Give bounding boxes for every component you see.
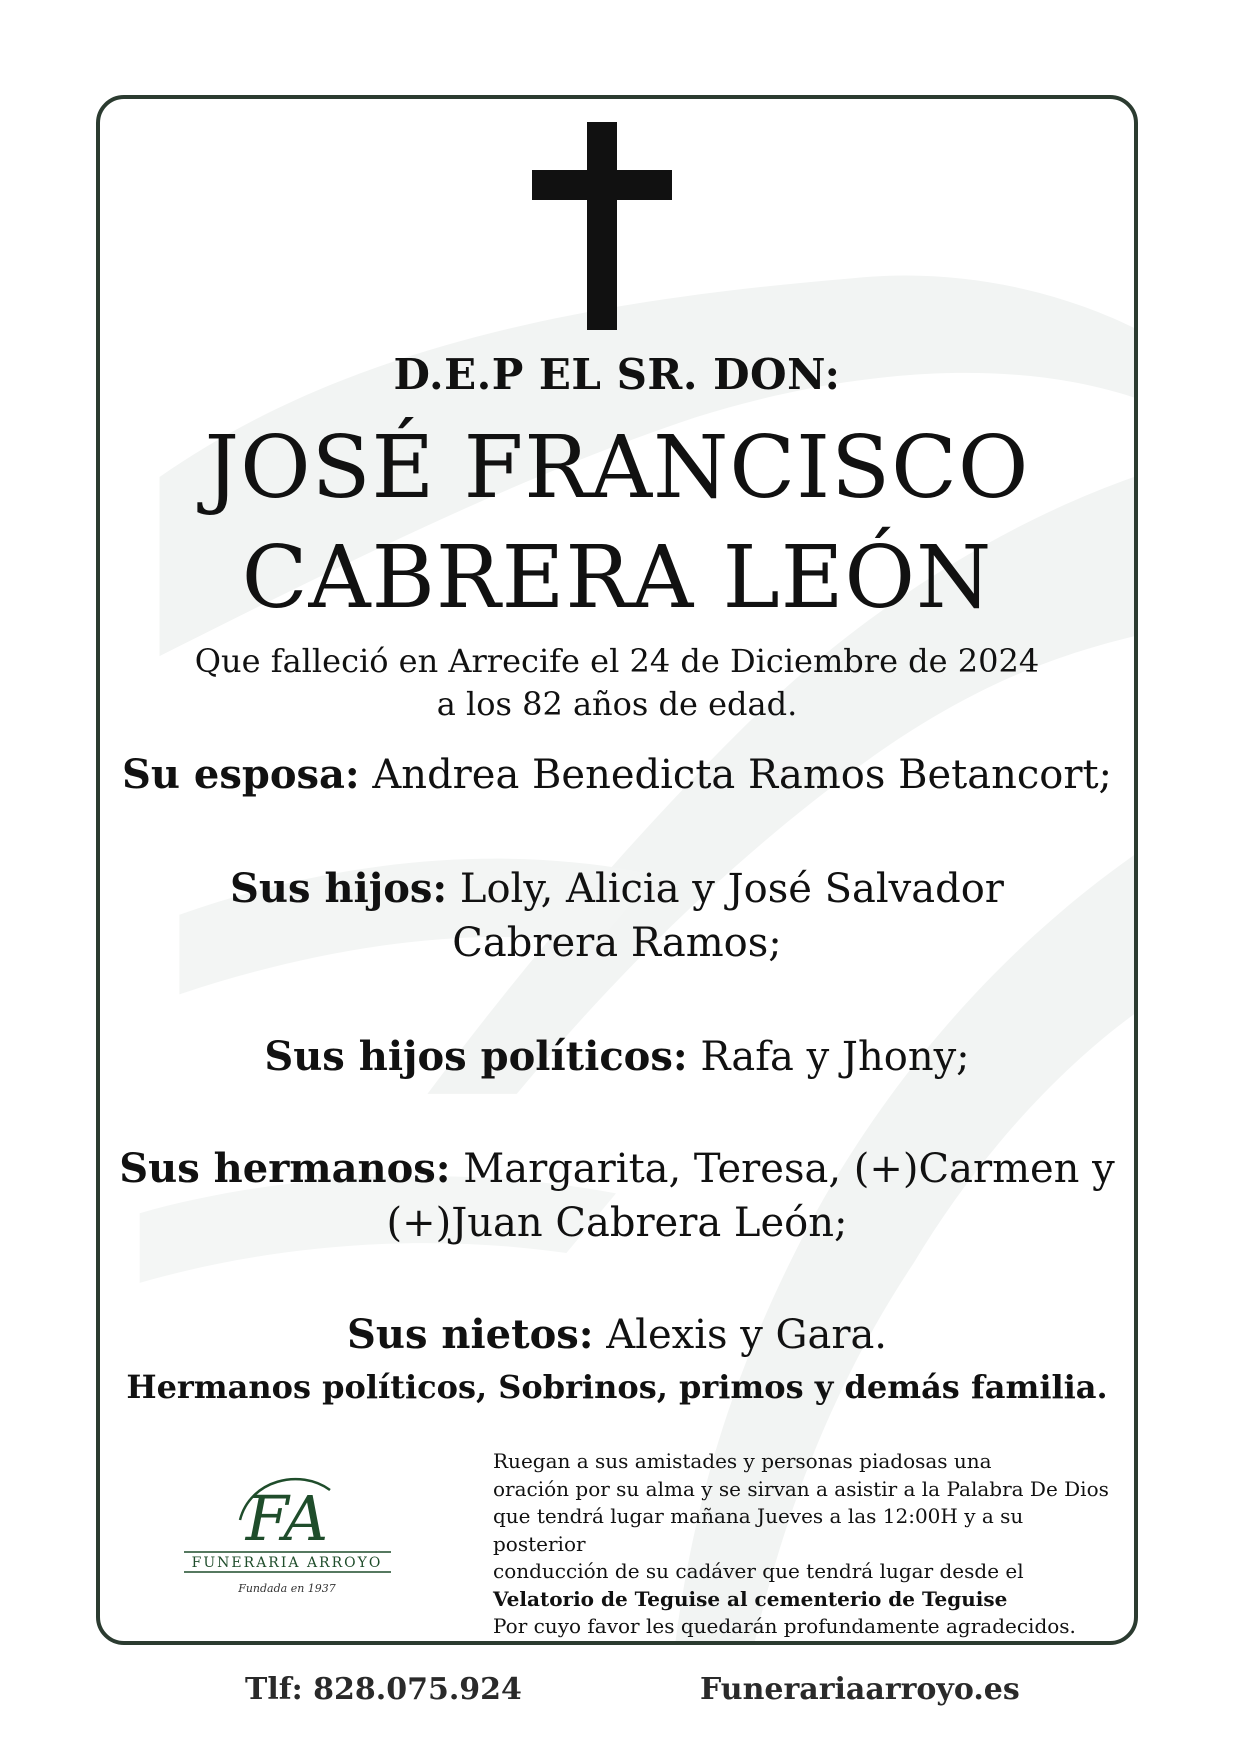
relative-names: Cabrera Ramos; <box>452 920 782 966</box>
age-details: a los 82 años de edad. <box>436 685 798 723</box>
relatives-siblings <box>100 1142 1134 1250</box>
relative-label: Sus nietos: <box>346 1311 594 1358</box>
relatives-children-in-law <box>100 1030 1134 1084</box>
logo-tagline: Fundada en 1937 <box>238 1582 336 1595</box>
relative-names: (+)Juan Cabrera León; <box>386 1200 848 1246</box>
notice-heading: D.E.P EL SR. DON: <box>393 350 841 399</box>
relative-names: Andrea Benedicta Ramos Betancort; <box>359 752 1113 798</box>
relative-label: Sus hijos: <box>230 865 448 912</box>
relatives-grandchildren <box>100 1308 1134 1362</box>
other-relatives: Hermanos políticos, Sobrinos, primos y demás familia. <box>126 1368 1108 1406</box>
prayer-text <box>493 1448 1113 1641</box>
relative-names: Rafa y Jhony; <box>687 1034 970 1080</box>
funeraria-arroyo-logo <box>180 1460 395 1600</box>
footer-website: Funerariaarroyo.es <box>700 1672 1020 1707</box>
prayer-line: conducción de su cadáver que tendrá lugar desde el <box>493 1559 1024 1583</box>
prayer-line: que tendrá lugar mañana Jueves a las 12:00H y a su posterior <box>493 1504 1024 1556</box>
footer-phone: Tlf: 828.075.924 <box>245 1672 522 1707</box>
cross-icon <box>532 122 672 330</box>
logo-name: FUNERARIA ARROYO <box>191 1555 383 1571</box>
relative-label: Sus hijos políticos: <box>264 1033 688 1080</box>
death-details: Que falleció en Arrecife el 24 de Diciembre de 2024 <box>194 642 1040 680</box>
deceased-name-last: CABRERA LEÓN <box>241 528 993 628</box>
relatives-spouse <box>100 748 1134 802</box>
relative-names: Margarita, Teresa, (+)Carmen y <box>450 1146 1115 1192</box>
logo-monogram: FA <box>245 1482 329 1555</box>
prayer-line: oración por su alma y se sirvan a asistir a la Palabra De Dios <box>493 1476 1109 1501</box>
deceased-name-first: JOSÉ FRANCISCO <box>204 418 1030 518</box>
relative-names: Loly, Alicia y José Salvador <box>447 866 1004 912</box>
relative-label: Su esposa: <box>121 751 360 798</box>
prayer-line: Ruegan a sus amistades y personas piadosas una <box>493 1449 992 1473</box>
relatives-children <box>100 862 1134 970</box>
prayer-line-location: Velatorio de Teguise al cementerio de Teguise <box>493 1586 1008 1611</box>
relative-names: Alexis y Gara. <box>593 1312 888 1358</box>
relative-label: Sus hermanos: <box>119 1145 451 1192</box>
prayer-line: Por cuyo favor les quedarán profundamente agradecidos. <box>493 1614 1076 1638</box>
